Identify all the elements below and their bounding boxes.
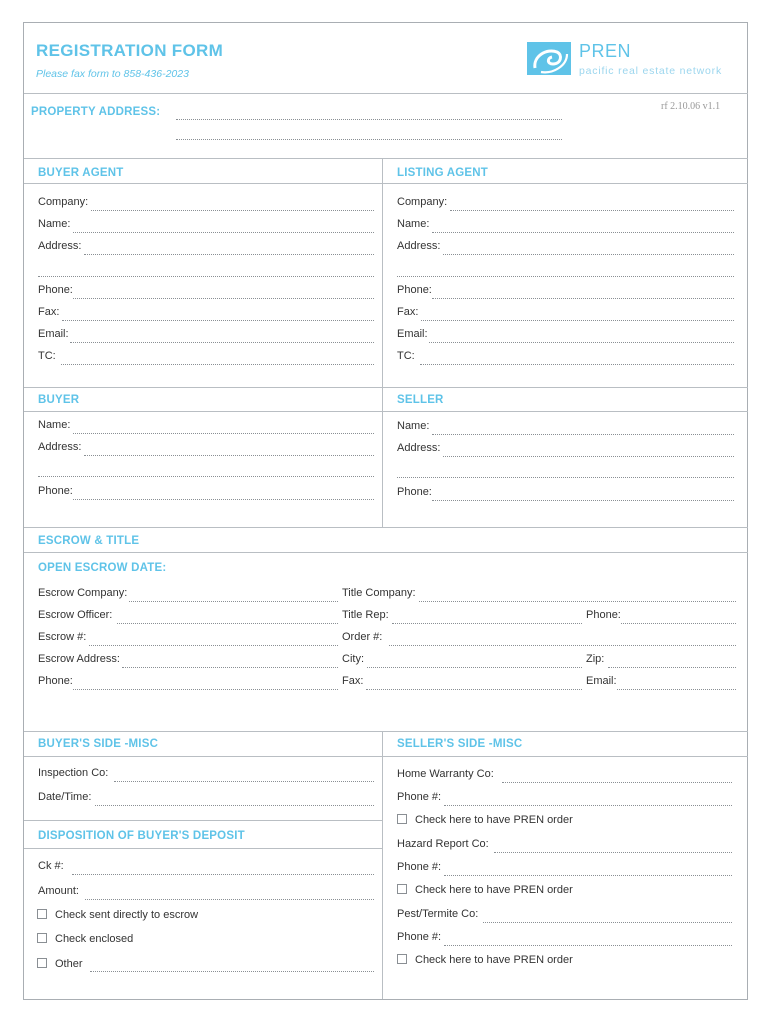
amount-label: Amount: <box>38 885 79 897</box>
buyer-agent-title: BUYER AGENT <box>38 167 124 179</box>
brand-name: PREN <box>579 41 632 61</box>
hazard-pren-order-checkbox[interactable] <box>397 884 407 894</box>
divider <box>24 820 382 821</box>
ck-number-label: Ck #: <box>38 860 64 872</box>
buyer-agent-fax-label: Fax: <box>38 306 60 318</box>
inspection-co-field[interactable] <box>114 781 374 782</box>
buyer-agent-phone-field[interactable] <box>73 298 374 299</box>
escrow-officer-label: Escrow Officer: <box>38 609 113 621</box>
property-address-label: PROPERTY ADDRESS: <box>31 106 161 118</box>
order-number-field[interactable] <box>389 645 736 646</box>
buyer-title: BUYER <box>38 394 80 406</box>
buyer-agent-address-label: Address: <box>38 240 82 252</box>
buyer-agent-phone-label: Phone: <box>38 284 73 296</box>
pest-termite-label: Pest/Termite Co: <box>397 908 479 920</box>
check-enclosed-checkbox[interactable] <box>37 933 47 943</box>
divider <box>24 527 748 528</box>
buyer-agent-address-field-2[interactable] <box>38 276 374 277</box>
other-field[interactable] <box>90 971 374 972</box>
buyer-agent-company-label: Company: <box>38 196 89 208</box>
buyer-agent-name-label: Name: <box>38 218 71 230</box>
divider <box>24 93 748 94</box>
check-enclosed-label: Check enclosed <box>55 933 134 945</box>
city-label: City: <box>342 653 364 665</box>
escrow-company-field[interactable] <box>129 601 338 602</box>
listing-agent-email-field[interactable] <box>429 342 734 343</box>
inspection-co-label: Inspection Co: <box>38 767 109 779</box>
other-checkbox[interactable] <box>37 958 47 968</box>
buyer-agent-tc-label: TC: <box>38 350 56 362</box>
listing-agent-company-label: Company: <box>397 196 448 208</box>
listing-agent-address-field-2[interactable] <box>397 276 734 277</box>
listing-agent-fax-label: Fax: <box>397 306 419 318</box>
title-rep-label: Title Rep: <box>342 609 389 621</box>
listing-agent-phone-label: Phone: <box>397 284 432 296</box>
column-divider <box>382 158 383 527</box>
buyer-agent-email-label: Email: <box>38 328 69 340</box>
divider <box>24 183 748 184</box>
property-address-line-1[interactable] <box>176 119 562 120</box>
escrow-phone-field[interactable] <box>73 689 338 690</box>
escrow-address-label: Escrow Address: <box>38 653 120 665</box>
title-rep-field[interactable] <box>392 623 582 624</box>
escrow-phone-label: Phone: <box>38 675 73 687</box>
listing-agent-tc-label: TC: <box>397 350 415 362</box>
buyer-name-label: Name: <box>38 419 71 431</box>
title-fax-field[interactable] <box>366 689 582 690</box>
escrow-number-field[interactable] <box>89 645 338 646</box>
divider <box>24 158 748 159</box>
buyer-agent-company-field[interactable] <box>91 210 374 211</box>
seller-title: SELLER <box>397 394 444 406</box>
buyers-side-misc-title: BUYER'S SIDE -MISC <box>38 738 159 750</box>
buyer-name-field[interactable] <box>73 433 374 434</box>
listing-agent-company-field[interactable] <box>450 210 734 211</box>
seller-phone-label: Phone: <box>397 486 432 498</box>
order-number-label: Order #: <box>342 631 383 643</box>
listing-agent-fax-field[interactable] <box>421 320 734 321</box>
buyer-address-label: Address: <box>38 441 82 453</box>
seller-address-field-2[interactable] <box>397 477 734 478</box>
hazard-phone-field[interactable] <box>444 875 732 876</box>
divider <box>24 756 748 757</box>
zip-field[interactable] <box>608 667 736 668</box>
title-phone-field[interactable] <box>621 623 736 624</box>
listing-agent-tc-field[interactable] <box>420 364 734 365</box>
title-email-label: Email: <box>586 675 617 687</box>
pest-phone-label: Phone #: <box>397 931 442 943</box>
zip-label: Zip: <box>586 653 605 665</box>
home-warranty-phone-label: Phone #: <box>397 791 442 803</box>
listing-agent-name-field[interactable] <box>432 232 734 233</box>
divider <box>24 411 748 412</box>
escrow-officer-field[interactable] <box>117 623 338 624</box>
title-phone-label: Phone: <box>586 609 621 621</box>
hazard-report-field[interactable] <box>494 852 732 853</box>
date-time-label: Date/Time: <box>38 791 92 803</box>
listing-agent-address-field[interactable] <box>443 254 734 255</box>
divider <box>24 387 748 388</box>
pest-pren-order-label: Check here to have PREN order <box>415 954 573 966</box>
listing-agent-address-label: Address: <box>397 240 441 252</box>
date-time-field[interactable] <box>95 805 374 806</box>
city-field[interactable] <box>367 667 582 668</box>
buyer-address-field-2[interactable] <box>38 476 374 477</box>
buyer-phone-field[interactable] <box>73 499 374 500</box>
buyer-address-field[interactable] <box>84 455 374 456</box>
check-sent-directly-checkbox[interactable] <box>37 909 47 919</box>
buyer-agent-name-field[interactable] <box>73 232 374 233</box>
pest-phone-field[interactable] <box>444 945 732 946</box>
open-escrow-date-label: OPEN ESCROW DATE: <box>38 562 167 574</box>
title-company-field[interactable] <box>419 601 736 602</box>
deposit-title: DISPOSITION OF BUYER'S DEPOSIT <box>38 830 245 842</box>
divider <box>24 848 382 849</box>
seller-address-label: Address: <box>397 442 441 454</box>
pest-termite-field[interactable] <box>483 922 732 923</box>
buyer-agent-email-field[interactable] <box>70 342 374 343</box>
column-divider <box>382 731 383 999</box>
hazard-report-label: Hazard Report Co: <box>397 838 489 850</box>
escrow-address-field[interactable] <box>122 667 338 668</box>
form-frame <box>23 22 748 1000</box>
title-company-label: Title Company: <box>342 587 416 599</box>
form-title: REGISTRATION FORM <box>36 41 224 60</box>
seller-name-label: Name: <box>397 420 430 432</box>
seller-address-field[interactable] <box>443 456 734 457</box>
pest-pren-order-checkbox[interactable] <box>397 954 407 964</box>
buyer-agent-address-field[interactable] <box>84 254 374 255</box>
other-label: Other <box>55 958 83 970</box>
home-warranty-label: Home Warranty Co: <box>397 768 494 780</box>
check-sent-directly-label: Check sent directly to escrow <box>55 909 199 921</box>
escrow-title: ESCROW & TITLE <box>38 535 140 547</box>
buyer-agent-tc-field[interactable] <box>61 364 374 365</box>
title-email-field[interactable] <box>617 689 736 690</box>
form-ref: rf 2.10.06 v1.1 <box>661 101 721 112</box>
sellers-side-misc-title: SELLER'S SIDE -MISC <box>397 738 523 750</box>
home-warranty-phone-field[interactable] <box>444 805 732 806</box>
hazard-pren-order-label: Check here to have PREN order <box>415 884 573 896</box>
buyer-agent-fax-field[interactable] <box>62 320 374 321</box>
home-warranty-pren-order-checkbox[interactable] <box>397 814 407 824</box>
divider <box>24 552 748 553</box>
seller-phone-field[interactable] <box>432 500 734 501</box>
title-fax-label: Fax: <box>342 675 364 687</box>
home-warranty-field[interactable] <box>502 782 732 783</box>
buyer-phone-label: Phone: <box>38 485 73 497</box>
home-warranty-pren-order-label: Check here to have PREN order <box>415 814 573 826</box>
pren-wave-logo-icon <box>527 42 571 75</box>
listing-agent-name-label: Name: <box>397 218 430 230</box>
fax-note: Please fax form to 858-436-2023 <box>36 68 189 80</box>
listing-agent-title: LISTING AGENT <box>397 167 488 179</box>
listing-agent-email-label: Email: <box>397 328 428 340</box>
divider <box>24 731 748 732</box>
property-address-line-2[interactable] <box>176 139 562 140</box>
seller-name-field[interactable] <box>432 434 734 435</box>
escrow-number-label: Escrow #: <box>38 631 87 643</box>
amount-field[interactable] <box>85 899 374 900</box>
ck-number-field[interactable] <box>72 874 374 875</box>
listing-agent-phone-field[interactable] <box>432 298 734 299</box>
hazard-phone-label: Phone #: <box>397 861 442 873</box>
brand-tagline: pacific real estate network <box>579 65 722 77</box>
escrow-company-label: Escrow Company: <box>38 587 128 599</box>
